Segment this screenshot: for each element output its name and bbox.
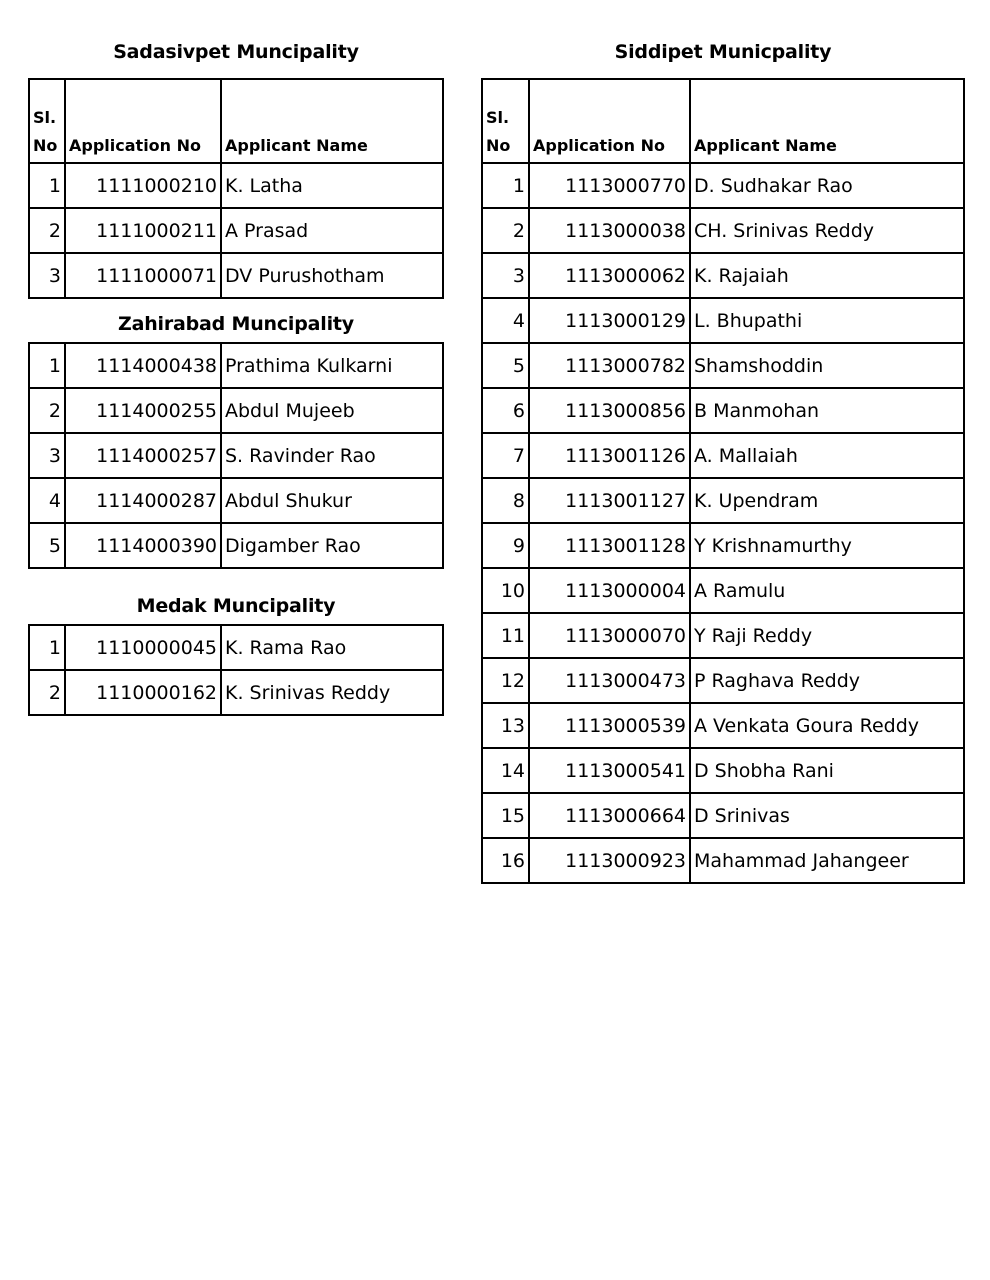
medak-section: [28, 592, 444, 716]
application-no-cell: 1113000129: [529, 298, 690, 343]
sl-no-cell: 7: [482, 433, 529, 478]
sl-no-cell: 11: [482, 613, 529, 658]
application-no-cell: 1113000539: [529, 703, 690, 748]
header-application-no: Application No: [529, 79, 690, 163]
sl-no-cell: 9: [482, 523, 529, 568]
application-no-cell: 1111000210: [65, 163, 221, 208]
applicant-name-cell: Prathima Kulkarni: [221, 343, 443, 388]
applicant-name-cell: Y Raji Reddy: [690, 613, 964, 658]
sl-no-cell: 4: [29, 478, 65, 523]
application-no-cell: 1113000856: [529, 388, 690, 433]
sadasivpet-section: [28, 38, 444, 299]
applicant-name-cell: A. Mallaiah: [690, 433, 964, 478]
applicants-table: [28, 624, 444, 716]
sl-no-cell: 1: [482, 163, 529, 208]
table-row: [29, 433, 443, 478]
application-no-cell: 1113000541: [529, 748, 690, 793]
applicant-name-cell: Shamshoddin: [690, 343, 964, 388]
header-sl-line1: Sl.: [33, 108, 57, 127]
applicant-name-cell: A Venkata Goura Reddy: [690, 703, 964, 748]
applicants-table: [28, 342, 444, 569]
table-row: [482, 163, 964, 208]
applicant-name-cell: K. Srinivas Reddy: [221, 670, 443, 715]
table-header-row: [482, 79, 964, 163]
table-row: [29, 625, 443, 670]
sl-no-cell: 8: [482, 478, 529, 523]
header-sl-line2: No: [486, 136, 511, 155]
application-no-cell: 1114000255: [65, 388, 221, 433]
header-sl-line1: Sl.: [486, 108, 510, 127]
sl-no-cell: 13: [482, 703, 529, 748]
table-row: [29, 163, 443, 208]
applicant-name-cell: B Manmohan: [690, 388, 964, 433]
applicant-name-cell: K. Latha: [221, 163, 443, 208]
table-header-row: [29, 79, 443, 163]
applicant-name-cell: Abdul Mujeeb: [221, 388, 443, 433]
applicant-name-cell: Y Krishnamurthy: [690, 523, 964, 568]
applicant-name-cell: K. Rama Rao: [221, 625, 443, 670]
header-applicant-name: Applicant Name: [690, 79, 964, 163]
application-no-cell: 1113001127: [529, 478, 690, 523]
application-no-cell: 1113000004: [529, 568, 690, 613]
application-no-cell: 1111000071: [65, 253, 221, 298]
applicant-name-cell: Abdul Shukur: [221, 478, 443, 523]
sl-no-cell: 5: [29, 523, 65, 568]
sl-no-cell: 6: [482, 388, 529, 433]
applicant-name-cell: L. Bhupathi: [690, 298, 964, 343]
application-no-cell: 1113000770: [529, 163, 690, 208]
table-row: [482, 253, 964, 298]
sl-no-cell: 3: [29, 433, 65, 478]
applicant-name-cell: D. Sudhakar Rao: [690, 163, 964, 208]
table-row: [482, 838, 964, 883]
header-application-no: Application No: [65, 79, 221, 163]
applicant-name-cell: Digamber Rao: [221, 523, 443, 568]
sl-no-cell: 2: [29, 670, 65, 715]
table-row: [482, 208, 964, 253]
table-row: [482, 433, 964, 478]
sl-no-cell: 3: [29, 253, 65, 298]
application-no-cell: 1113000473: [529, 658, 690, 703]
applicant-name-cell: A Prasad: [221, 208, 443, 253]
table-row: [29, 388, 443, 433]
application-no-cell: 1110000045: [65, 625, 221, 670]
application-no-cell: 1113000923: [529, 838, 690, 883]
table-row: [29, 208, 443, 253]
table-row: [482, 793, 964, 838]
sl-no-cell: 16: [482, 838, 529, 883]
applicant-name-cell: K. Upendram: [690, 478, 964, 523]
header-sl-line2: No: [33, 136, 58, 155]
sl-no-cell: 10: [482, 568, 529, 613]
applicant-name-cell: D Shobha Rani: [690, 748, 964, 793]
applicant-name-cell: K. Rajaiah: [690, 253, 964, 298]
applicant-name-cell: CH. Srinivas Reddy: [690, 208, 964, 253]
sl-no-cell: 15: [482, 793, 529, 838]
table-row: [482, 568, 964, 613]
application-no-cell: 1113000782: [529, 343, 690, 388]
applicant-name-cell: DV Purushotham: [221, 253, 443, 298]
application-no-cell: 1113000062: [529, 253, 690, 298]
table-row: [482, 748, 964, 793]
header-applicant-name: Applicant Name: [221, 79, 443, 163]
sl-no-cell: 14: [482, 748, 529, 793]
table-row: [482, 343, 964, 388]
sl-no-cell: 1: [29, 343, 65, 388]
application-no-cell: 1113000070: [529, 613, 690, 658]
sl-no-cell: 1: [29, 163, 65, 208]
table-row: [29, 478, 443, 523]
siddipet-section: [481, 38, 965, 884]
applicant-name-cell: A Ramulu: [690, 568, 964, 613]
application-no-cell: 1110000162: [65, 670, 221, 715]
applicants-table: [28, 78, 444, 299]
section-title: Sadasivpet Muncipality: [113, 41, 359, 63]
table-row: [482, 388, 964, 433]
applicant-name-cell: D Srinivas: [690, 793, 964, 838]
application-no-cell: 1114000257: [65, 433, 221, 478]
zahirabad-section: [28, 310, 444, 569]
section-title: Siddipet Municpality: [614, 41, 832, 63]
application-no-cell: 1113001126: [529, 433, 690, 478]
table-row: [482, 613, 964, 658]
sl-no-cell: 4: [482, 298, 529, 343]
table-row: [29, 343, 443, 388]
sl-no-cell: 2: [29, 208, 65, 253]
table-row: [29, 670, 443, 715]
table-row: [482, 658, 964, 703]
application-no-cell: 1113001128: [529, 523, 690, 568]
application-no-cell: 1114000438: [65, 343, 221, 388]
application-no-cell: 1114000287: [65, 478, 221, 523]
sl-no-cell: 2: [29, 388, 65, 433]
section-title: Zahirabad Muncipality: [118, 313, 354, 335]
application-no-cell: 1113000038: [529, 208, 690, 253]
header-sl-no: [29, 79, 65, 163]
sl-no-cell: 5: [482, 343, 529, 388]
applicants-table: [481, 78, 965, 884]
section-title: Medak Muncipality: [136, 595, 336, 617]
application-no-cell: 1114000390: [65, 523, 221, 568]
sl-no-cell: 1: [29, 625, 65, 670]
application-no-cell: 1111000211: [65, 208, 221, 253]
application-no-cell: 1113000664: [529, 793, 690, 838]
table-row: [482, 298, 964, 343]
applicant-name-cell: Mahammad Jahangeer: [690, 838, 964, 883]
applicant-name-cell: P Raghava Reddy: [690, 658, 964, 703]
table-row: [482, 703, 964, 748]
sl-no-cell: 12: [482, 658, 529, 703]
sl-no-cell: 2: [482, 208, 529, 253]
applicant-name-cell: S. Ravinder Rao: [221, 433, 443, 478]
sl-no-cell: 3: [482, 253, 529, 298]
table-row: [482, 523, 964, 568]
table-row: [29, 523, 443, 568]
header-sl-no: [482, 79, 529, 163]
table-row: [29, 253, 443, 298]
table-row: [482, 478, 964, 523]
